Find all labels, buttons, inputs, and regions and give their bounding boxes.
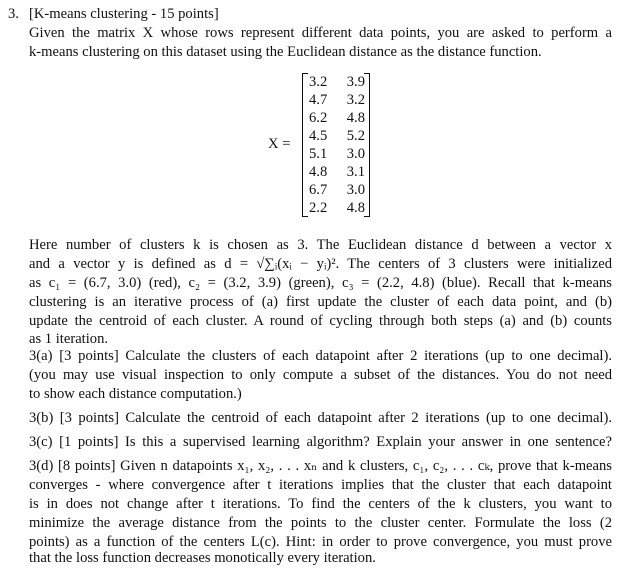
question-3d-line: is in does not change after t iterations. To find the centers of the k clusters, you want to <box>29 496 612 512</box>
matrix-row: 3.2 3.9 <box>309 74 365 90</box>
intro-line: k-means clustering on this dataset using the Euclidean distance as the distance function. <box>29 44 542 60</box>
question-3c: 3(c) [1 points] Is this a supervised learning algorithm? Explain your answer in one sentence? <box>29 434 612 450</box>
matrix-row: 2.2 4.8 <box>309 200 365 216</box>
question-3d-line: minimize the average distance from the points to the cluster center. Formulate the loss (2 <box>29 515 612 531</box>
left-bracket <box>302 73 308 217</box>
question-3a-line: to show each distance computation.) <box>29 386 242 402</box>
matrix-row: 6.7 3.0 <box>309 182 365 198</box>
paragraph-line: clustering is an iterative process of (a) first update the cluster of each data point, and (b) <box>29 294 612 310</box>
matrix-label: X = <box>268 136 291 152</box>
matrix-row: 4.7 3.2 <box>309 92 365 108</box>
question-3a-line: 3(a) [3 points] Calculate the clusters of each datapoint after 2 iterations (up to one decimal). <box>29 348 612 364</box>
paragraph-line: as c₁ = (6.7, 3.0) (red), c₂ = (3.2, 3.9) (green), c₃ = (2.2, 4.8) (blue). Recall that k-means <box>29 275 612 291</box>
question-number: 3. <box>8 6 19 22</box>
question-3a-line: (you may use visual inspection to only compute a subset of the distances. You do not need <box>29 367 612 383</box>
matrix-x <box>302 73 370 217</box>
paragraph-line: Here number of clusters k is chosen as 3. The Euclidean distance d between a vector x <box>29 237 612 253</box>
matrix-row: 4.8 3.1 <box>309 164 365 180</box>
question-3d-line: converges - where convergence after t iterations implies that the cluster that each datapoint <box>29 477 612 493</box>
intro-line: Given the matrix X whose rows represent different data points, you are asked to perform a <box>29 25 612 41</box>
question-3b: 3(b) [3 points] Calculate the centroid of each datapoint after 2 iterations (up to one decimal). <box>29 410 612 426</box>
question-header: [K-means clustering - 15 points] <box>29 6 219 22</box>
paragraph-line: update the centroid of each cluster. A round of cycling through both steps (a) and (b) counts <box>29 313 612 329</box>
paragraph-line: as 1 iteration. <box>29 331 109 347</box>
question-3d-line: 3(d) [8 points] Given n datapoints x₁, x₂, . . . xₙ and k clusters, c₁, c₂, . . . cₖ, prove that k-means <box>29 458 612 474</box>
question-3d-line: that the loss function decreases monotically every iteration. <box>29 550 376 566</box>
matrix-row: 4.5 5.2 <box>309 128 365 144</box>
matrix-row: 6.2 4.8 <box>309 110 365 126</box>
paragraph-line: and a vector y is defined as d = √∑ᵢ(xᵢ − yᵢ)². The centers of 3 clusters were initialized <box>29 256 612 272</box>
question-3d-line: points) as a function of the centers L(c). Hint: in order to prove convergence, you must prove <box>29 534 612 550</box>
matrix-row: 5.1 3.0 <box>309 146 365 162</box>
